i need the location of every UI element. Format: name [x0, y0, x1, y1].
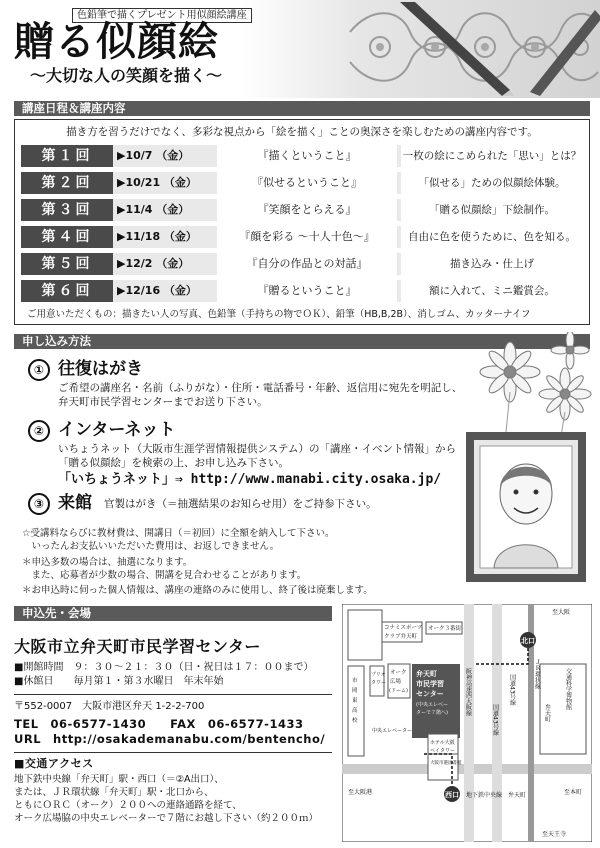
map-label: (中央エレベー	[416, 702, 448, 708]
session-date: ▶12/2 （金）	[117, 257, 190, 270]
map-label: 至本町	[564, 789, 583, 796]
session-desc: 「似せる」ための似顔絵体験。	[401, 172, 583, 194]
schedule-intro: 描き方を習うだけでなく、多彩な視点から「絵を描く」ことの奥深さを楽しむための講座内容です。	[66, 126, 538, 138]
map-label: 北口	[521, 637, 535, 645]
apply-note: ＊お申込時に伺った個人情報は、講座の連絡のみに使用し、終了後は廃棄します。	[22, 585, 373, 596]
method-title: インターネット	[58, 420, 176, 440]
map-label: 弁天町	[416, 670, 437, 678]
map-label: オーク	[390, 670, 407, 676]
map-label: 岡	[352, 688, 358, 694]
materials-note: ご用意いただくもの：描きたい人の写真、色鉛筆（手持ちの物でＯＫ）、鉛筆（HB,B,2B）、消しゴム、カッターナイフ	[27, 309, 531, 320]
map-label: 市民学習	[416, 680, 444, 688]
map-label: 西口	[445, 791, 459, 799]
map-label: 市	[352, 678, 358, 684]
map-label: 地下鉄中央線 弁天町	[466, 792, 527, 799]
map-label: ベイタワー	[430, 748, 456, 754]
access-line: 地下鉄中央線「弁天町」駅・西口（＝②A出口）、	[14, 774, 224, 785]
session-desc: 「贈る似顔絵」下絵制作。	[401, 199, 583, 221]
schedule-heading: 講座日程＆講座内容	[14, 101, 590, 116]
main-title: 贈る似顔絵	[14, 18, 219, 65]
session-desc: 自由に色を使うために、色を知る。	[401, 226, 583, 248]
schedule-row	[21, 145, 583, 167]
map-label: 東	[352, 698, 358, 704]
map-label: 大阪市港図書館	[430, 761, 462, 766]
session-date: ▶10/7 （金）	[117, 149, 190, 162]
method-number: ②	[28, 420, 50, 442]
method-text: 「贈る似顔絵」を検索の上、お申し込み下さい。	[58, 457, 289, 469]
schedule-row	[21, 253, 583, 275]
ichou-net-link[interactable]: 「いちょうネット」⇒ http://www.manabi.city.osaka.jp/	[58, 472, 442, 487]
map-label: 至大阪港	[348, 789, 373, 796]
schedule-row	[21, 172, 583, 194]
closed-days: ■休館日 毎月第１・第３水曜日 年末年始	[14, 676, 224, 687]
session-title: 『似せるということ』	[217, 172, 397, 194]
method-text: 弁天町市民学習センターまでお送り下さい。	[58, 396, 268, 408]
access-map	[342, 604, 592, 842]
floral-ornament-icon	[340, 2, 600, 96]
map-label: クラブ弁天町	[384, 634, 418, 640]
session-title: 『自分の作品との対話』	[217, 253, 397, 275]
map-label: 阪神高速西大阪線	[464, 668, 472, 716]
schedule-row	[21, 280, 583, 302]
map-label: 至大阪	[552, 609, 571, 616]
session-date: ▶12/16 （金）	[117, 284, 197, 297]
apply-note: いったんお支払いいただいた費用は、お返しできません。	[22, 541, 280, 552]
header	[0, 0, 600, 98]
schedule-row	[21, 226, 583, 248]
session-date: ▶10/21 （金）	[117, 176, 197, 189]
map-label: 国道43号線	[508, 674, 516, 706]
opening-hours: ■開館時間 ９：３０〜２１：３０（日・祝日は１７：００まで）	[14, 662, 314, 673]
access-heading: ■交通アクセス	[14, 757, 94, 770]
map-label: プリオ	[371, 672, 386, 678]
session-date: ▶11/4 （金）	[117, 203, 190, 216]
map-label: コナミスポーツ	[384, 625, 423, 631]
map-label: 国道43号線	[491, 704, 499, 736]
map-label: 校	[352, 718, 358, 724]
map-label: 広場	[390, 679, 402, 685]
method-text: いちょうネット（大阪市生涯学習情報提供システム）の「講座・イベント情報」から	[58, 443, 456, 455]
map-label: 弁天町	[543, 704, 551, 722]
session-title: 『笑顔をとらえる』	[217, 199, 397, 221]
flower-illustration-icon	[470, 332, 594, 442]
venue-heading: 申込先・会場	[14, 606, 332, 621]
map-label: ターで７階へ)	[416, 710, 448, 716]
method-title: 来館	[58, 493, 92, 513]
apply-note: ☆受講料ならびに教材費は、開講日（＝初回）に全額を納入して下さい。	[22, 528, 335, 539]
divider	[14, 694, 332, 695]
session-desc: 額に入れて、ミニ鑑賞会。	[401, 280, 583, 302]
session-number: 第３回	[21, 199, 113, 221]
schedule-row	[21, 199, 583, 221]
map-label: センター	[416, 690, 444, 698]
session-date: ▶11/18 （金）	[117, 230, 197, 243]
venue-name: 大阪市立弁天町市民学習センター	[14, 637, 261, 656]
method-title: 往復はがき	[58, 359, 143, 379]
portrait-frame-icon	[466, 432, 586, 582]
apply-heading: 申し込み方法	[14, 334, 590, 349]
access-line: ともにＯＲＣ（オーク）２００への連絡通路を経て、	[14, 800, 242, 811]
session-number: 第５回	[21, 253, 113, 275]
map-label: 至天王寺	[542, 831, 567, 838]
session-number: 第４回	[21, 226, 113, 248]
map-label: (ドーム)	[389, 688, 408, 694]
session-desc: 描き込み・仕上げ	[401, 253, 583, 275]
map-label: 高	[352, 708, 358, 714]
session-number: 第１回	[21, 145, 113, 167]
header-tagline: 色鉛筆で描くプレゼント用似顔絵講座	[72, 8, 252, 23]
method-text: ご希望の講座名・名前（ふりがな）・住所・電話番号・年齢、返信用に宛先を明記し、	[58, 382, 463, 394]
phone-fax: TEL 06-6577-1430 FAX 06-6577-1433	[14, 717, 304, 731]
map-label: 交通科学博物館	[564, 668, 572, 710]
sub-title: 〜大切な人の笑顔を描く〜	[30, 66, 223, 85]
map-label: ホテル大阪	[430, 740, 455, 746]
method-number: ③	[28, 493, 50, 515]
map-label: タワー	[371, 680, 387, 686]
venue-url[interactable]: URL http://osakademanabu.com/bentencho/	[14, 732, 326, 746]
apply-note: また、応募者が少数の場合、開講を見合わせることがあります。	[22, 570, 307, 581]
divider	[14, 752, 332, 753]
map-label: オーク３番街	[428, 626, 462, 632]
method-number: ①	[28, 359, 50, 381]
map-label: 中央エレベーター	[372, 728, 413, 734]
postal-address: 〒552-0007 大阪市港区弁天 1-2-2-700	[14, 701, 205, 712]
apply-note: ＊申込多数の場合は、抽選になります。	[22, 557, 193, 568]
session-desc: 一枚の絵にこめられた「思い」とは？	[401, 145, 583, 167]
session-number: 第２回	[21, 172, 113, 194]
method-text: 官製はがき（＝抽選結果のお知らせ用）をご持参下さい。	[104, 498, 377, 510]
access-line: オーク広場脇の中央エレベーターで７階にお越し下さい（約２００ｍ）	[14, 813, 319, 824]
access-line: または、ＪＲ環状線「弁天町」駅・北口から、	[14, 787, 214, 798]
session-title: 『贈るということ』	[217, 280, 397, 302]
session-title: 『描くということ』	[217, 145, 397, 167]
session-number: 第６回	[21, 280, 113, 302]
schedule-box	[14, 119, 590, 325]
map-label: ＪＲ環状線	[533, 659, 541, 689]
session-title: 『顔を彩る 〜十人十色〜』	[217, 226, 397, 248]
